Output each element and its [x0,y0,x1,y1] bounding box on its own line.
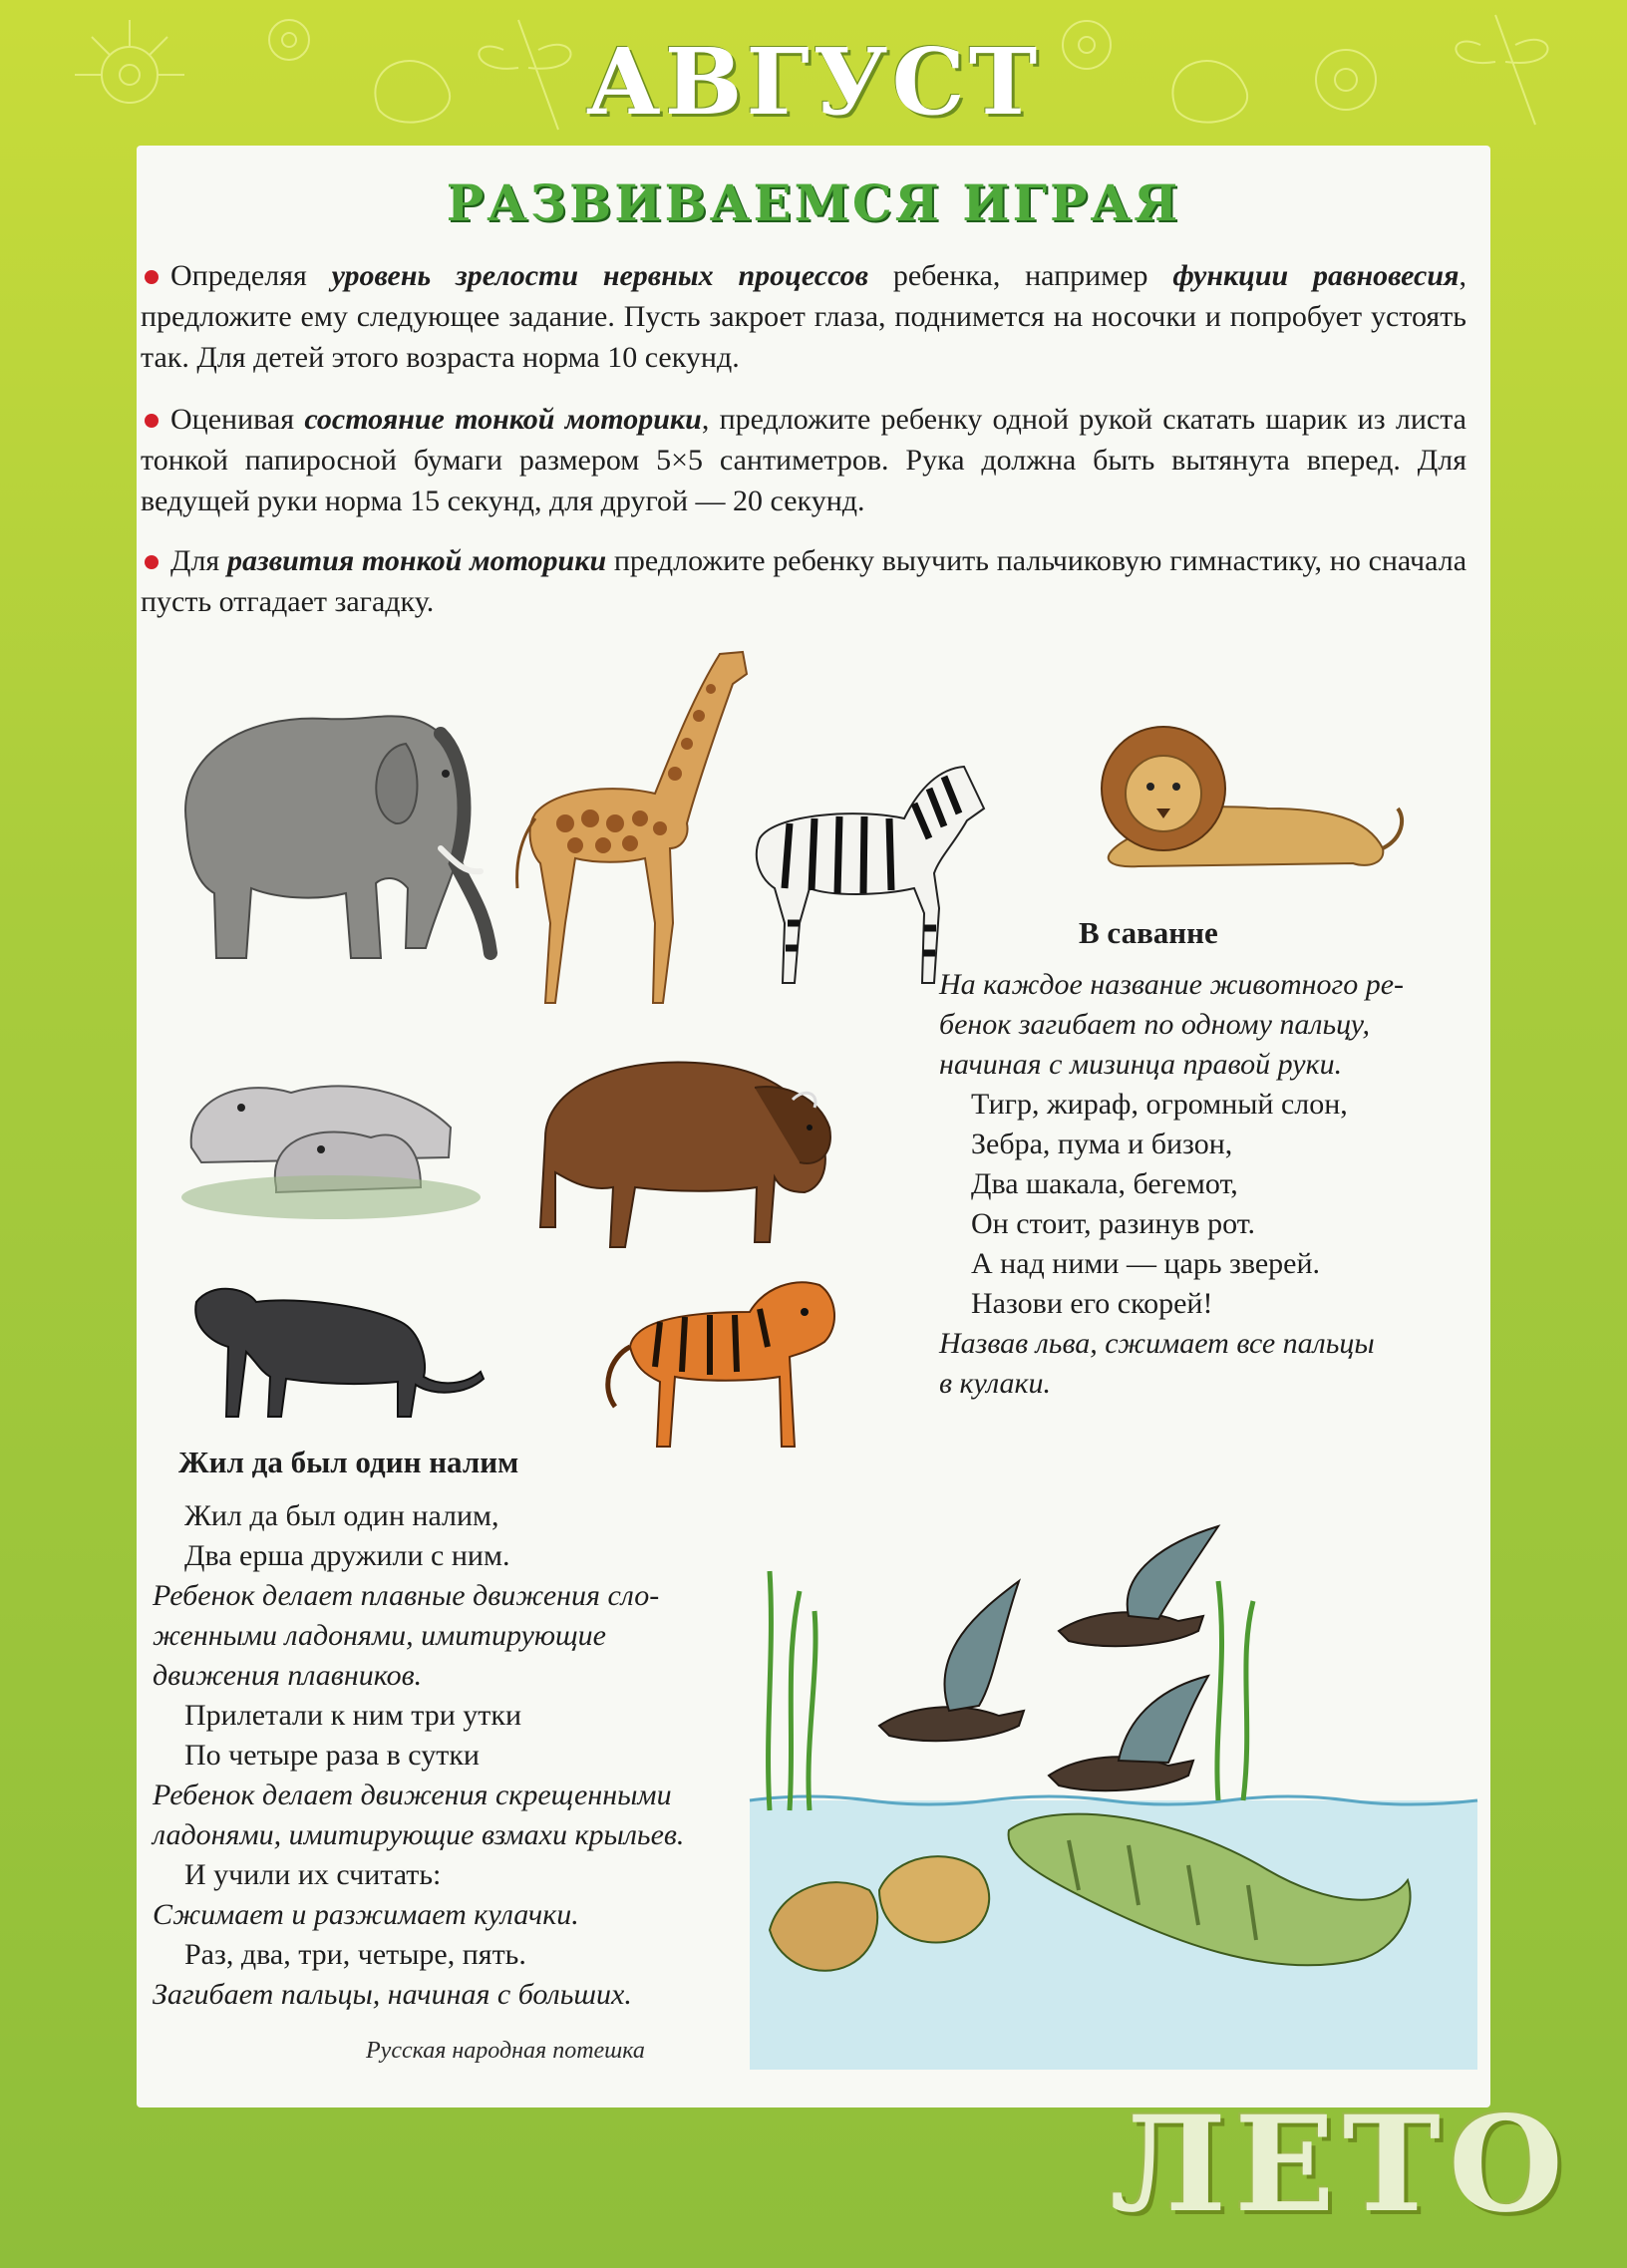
ducks-fish-illustration [750,1511,1477,2070]
poem-line: женными ладонями, имитирующие [153,1619,606,1652]
poem-line: Жил да был один налим, [184,1499,499,1532]
bison-illustration [525,1028,854,1257]
zebra-illustration [740,749,999,998]
poem-line: На каждое название животного ре- [939,968,1405,1001]
poem-line: бенок загибает по одному пальцу, [939,1008,1371,1041]
content-panel [137,146,1490,2107]
poem-savanna [939,965,1404,1404]
poem-line: Назови его скорей! [971,1287,1213,1320]
poem-line: ладонями, имитирующие взмахи крыльев. [153,1818,685,1851]
giraffe-illustration [476,624,775,1013]
poem-line: Сжимает и разжимает кулачки. [153,1898,579,1931]
poem-line: Раз, два, три, четыре, пять. [184,1938,526,1971]
month-title: АВГУСТ [585,28,1042,136]
poem-line: Загибает пальцы, начиная с больших. [153,1978,632,2011]
paragraph-motor-skills-test: Оценивая состояние тонкой моторики, предложите ребенку одной рукой скатать шарик из листа тонкой папиросной бумаги размером 5×5 сантиметров. Рука должна быть вытянута вперед. Для ведущей руки норма 15 секунд, для другой — 20 секунд. [141,403,1466,517]
poem-line: движения плавников. [153,1659,423,1692]
poem-burbot-title: Жил да был один налим [178,1445,519,1479]
poem-line: А над ними — царь зверей. [971,1247,1321,1280]
poem-source: Русская народная потешка [366,2038,645,2064]
elephant-illustration [157,674,515,993]
season-title: ЛЕТО [1110,2088,1571,2242]
paragraph-balance: Определяя уровень зрелости нервных процессов ребенка, например функции равновесия, предложите ему следующее задание. Пусть закроет глаза, поднимется на носочки и попробует устоять так. Для детей этого возраста норма 10 секунд. [141,259,1467,374]
poem-savanna-title: В саванне [1079,915,1218,950]
bullet-icon [145,414,159,428]
paragraph-motor-skills-development: Для развития тонкой моторики предложите ребенку выучить пальчиковую гимнастику, но сначала пусть отгадает загадку. [141,544,1467,618]
tiger-illustration [590,1257,849,1461]
poem-line: Ребенок делает плавные движения сло- [153,1579,660,1612]
poem-line: Тигр, жираф, огромный слон, [971,1088,1348,1121]
section-title: РАЗВИВАЕМСЯ ИГРАЯ [446,173,1181,232]
poem-burbot [153,1496,684,2015]
poem-line: По четыре раза в сутки [184,1739,480,1772]
poem-line: начиная с мизинца правой руки. [939,1048,1343,1081]
poem-line: Прилетали к ним три утки [184,1699,522,1732]
poem-line: Ребенок делает движения скрещенными [153,1779,672,1811]
lion-illustration [1069,709,1408,878]
poem-line: Зебра, пума и бизон, [971,1128,1233,1160]
poem-line: И учили их считать: [184,1858,442,1891]
poem-line: Он стоит, разинув рот. [971,1207,1256,1240]
poem-line: Назвав льва, сжимает все пальцы [939,1327,1375,1360]
poem-line: Два ерша дружили с ним. [184,1539,510,1572]
hippo-illustration [181,1028,471,1227]
bullet-icon [145,270,159,284]
bullet-icon [145,555,159,569]
poem-line: в кулаки. [939,1367,1052,1400]
puma-illustration [166,1267,486,1417]
poem-line: Два шакала, бегемот, [971,1167,1238,1200]
